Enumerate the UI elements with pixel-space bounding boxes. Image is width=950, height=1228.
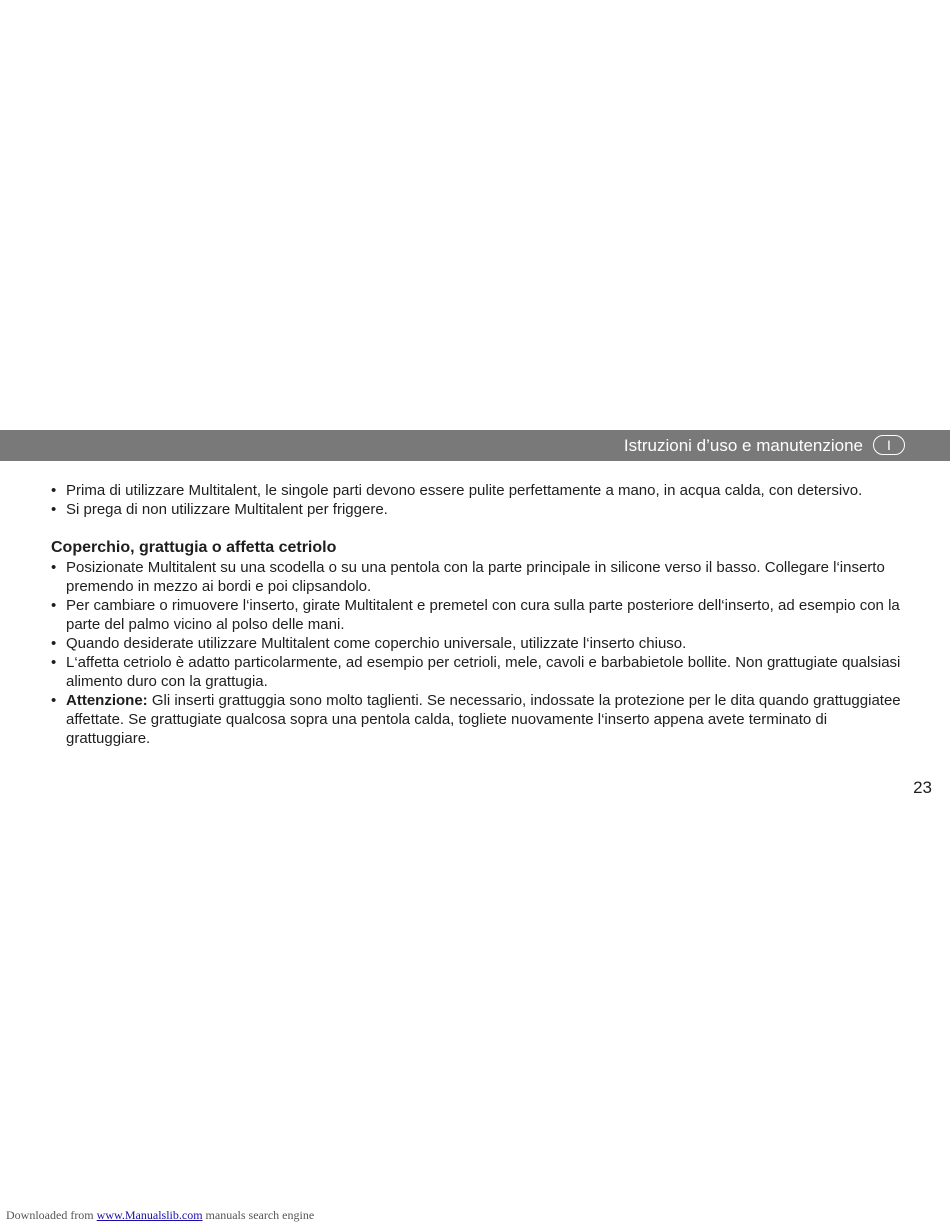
footer-suffix: manuals search engine: [205, 1208, 315, 1222]
warning-text: Gli inserti grattuggia sono molto taglienti. Se necessario, indossate la protezione per le dita quando grattuggiatee affettate. Se grattugiate qualcosa sopra una pentola calda, togliete nuovamente l‘inserto appena avete terminato di grattuggiare.: [66, 692, 901, 747]
list-item: • Per cambiare o rimuovere l‘inserto, girate Multitalent e premetel con cura sulla parte posteriore dell‘inserto, ad esempio con la parte del palmo vicino al polso delle mani.: [51, 596, 911, 634]
language-badge: I: [873, 435, 905, 455]
footer-link[interactable]: www.Manualslib.com: [96, 1208, 203, 1222]
list-item: • L‘affetta cetriolo è adatto particolarmente, ad esempio per cetrioli, mele, cavoli e barbabietole bollite. Non grattugiate qualsiasi alimento duro con la grattugia.: [51, 653, 911, 691]
warning-item: [51, 691, 911, 748]
header-title: Istruzioni d’uso e manutenzione: [623, 436, 863, 455]
page-number: 23: [913, 778, 932, 797]
list-item: • Quando desiderate utilizzare Multitalent come coperchio universale, utilizzate l‘inserto chiuso.: [51, 634, 911, 653]
list-item: • Prima di utilizzare Multitalent, le singole parti devono essere pulite perfettamente a mano, in acqua calda, con detersivo.: [51, 481, 911, 500]
section-list: [51, 558, 911, 748]
warning-label: Attenzione:: [66, 692, 148, 709]
footer-prefix: Downloaded from: [6, 1208, 94, 1222]
list-item: • Posizionate Multitalent su una scodella o su una pentola con la parte principale in silicone verso il basso. Collegare l‘inserto premendo in mezzo ai bordi e poi clipsandolo.: [51, 558, 911, 596]
content: [51, 481, 911, 748]
intro-list: [51, 481, 911, 519]
footer: [6, 1207, 314, 1223]
list-item: • Si prega di non utilizzare Multitalent per friggere.: [51, 500, 911, 519]
section-heading: Coperchio, grattugia o affetta cetriolo: [51, 539, 337, 556]
header-band: [0, 430, 950, 461]
